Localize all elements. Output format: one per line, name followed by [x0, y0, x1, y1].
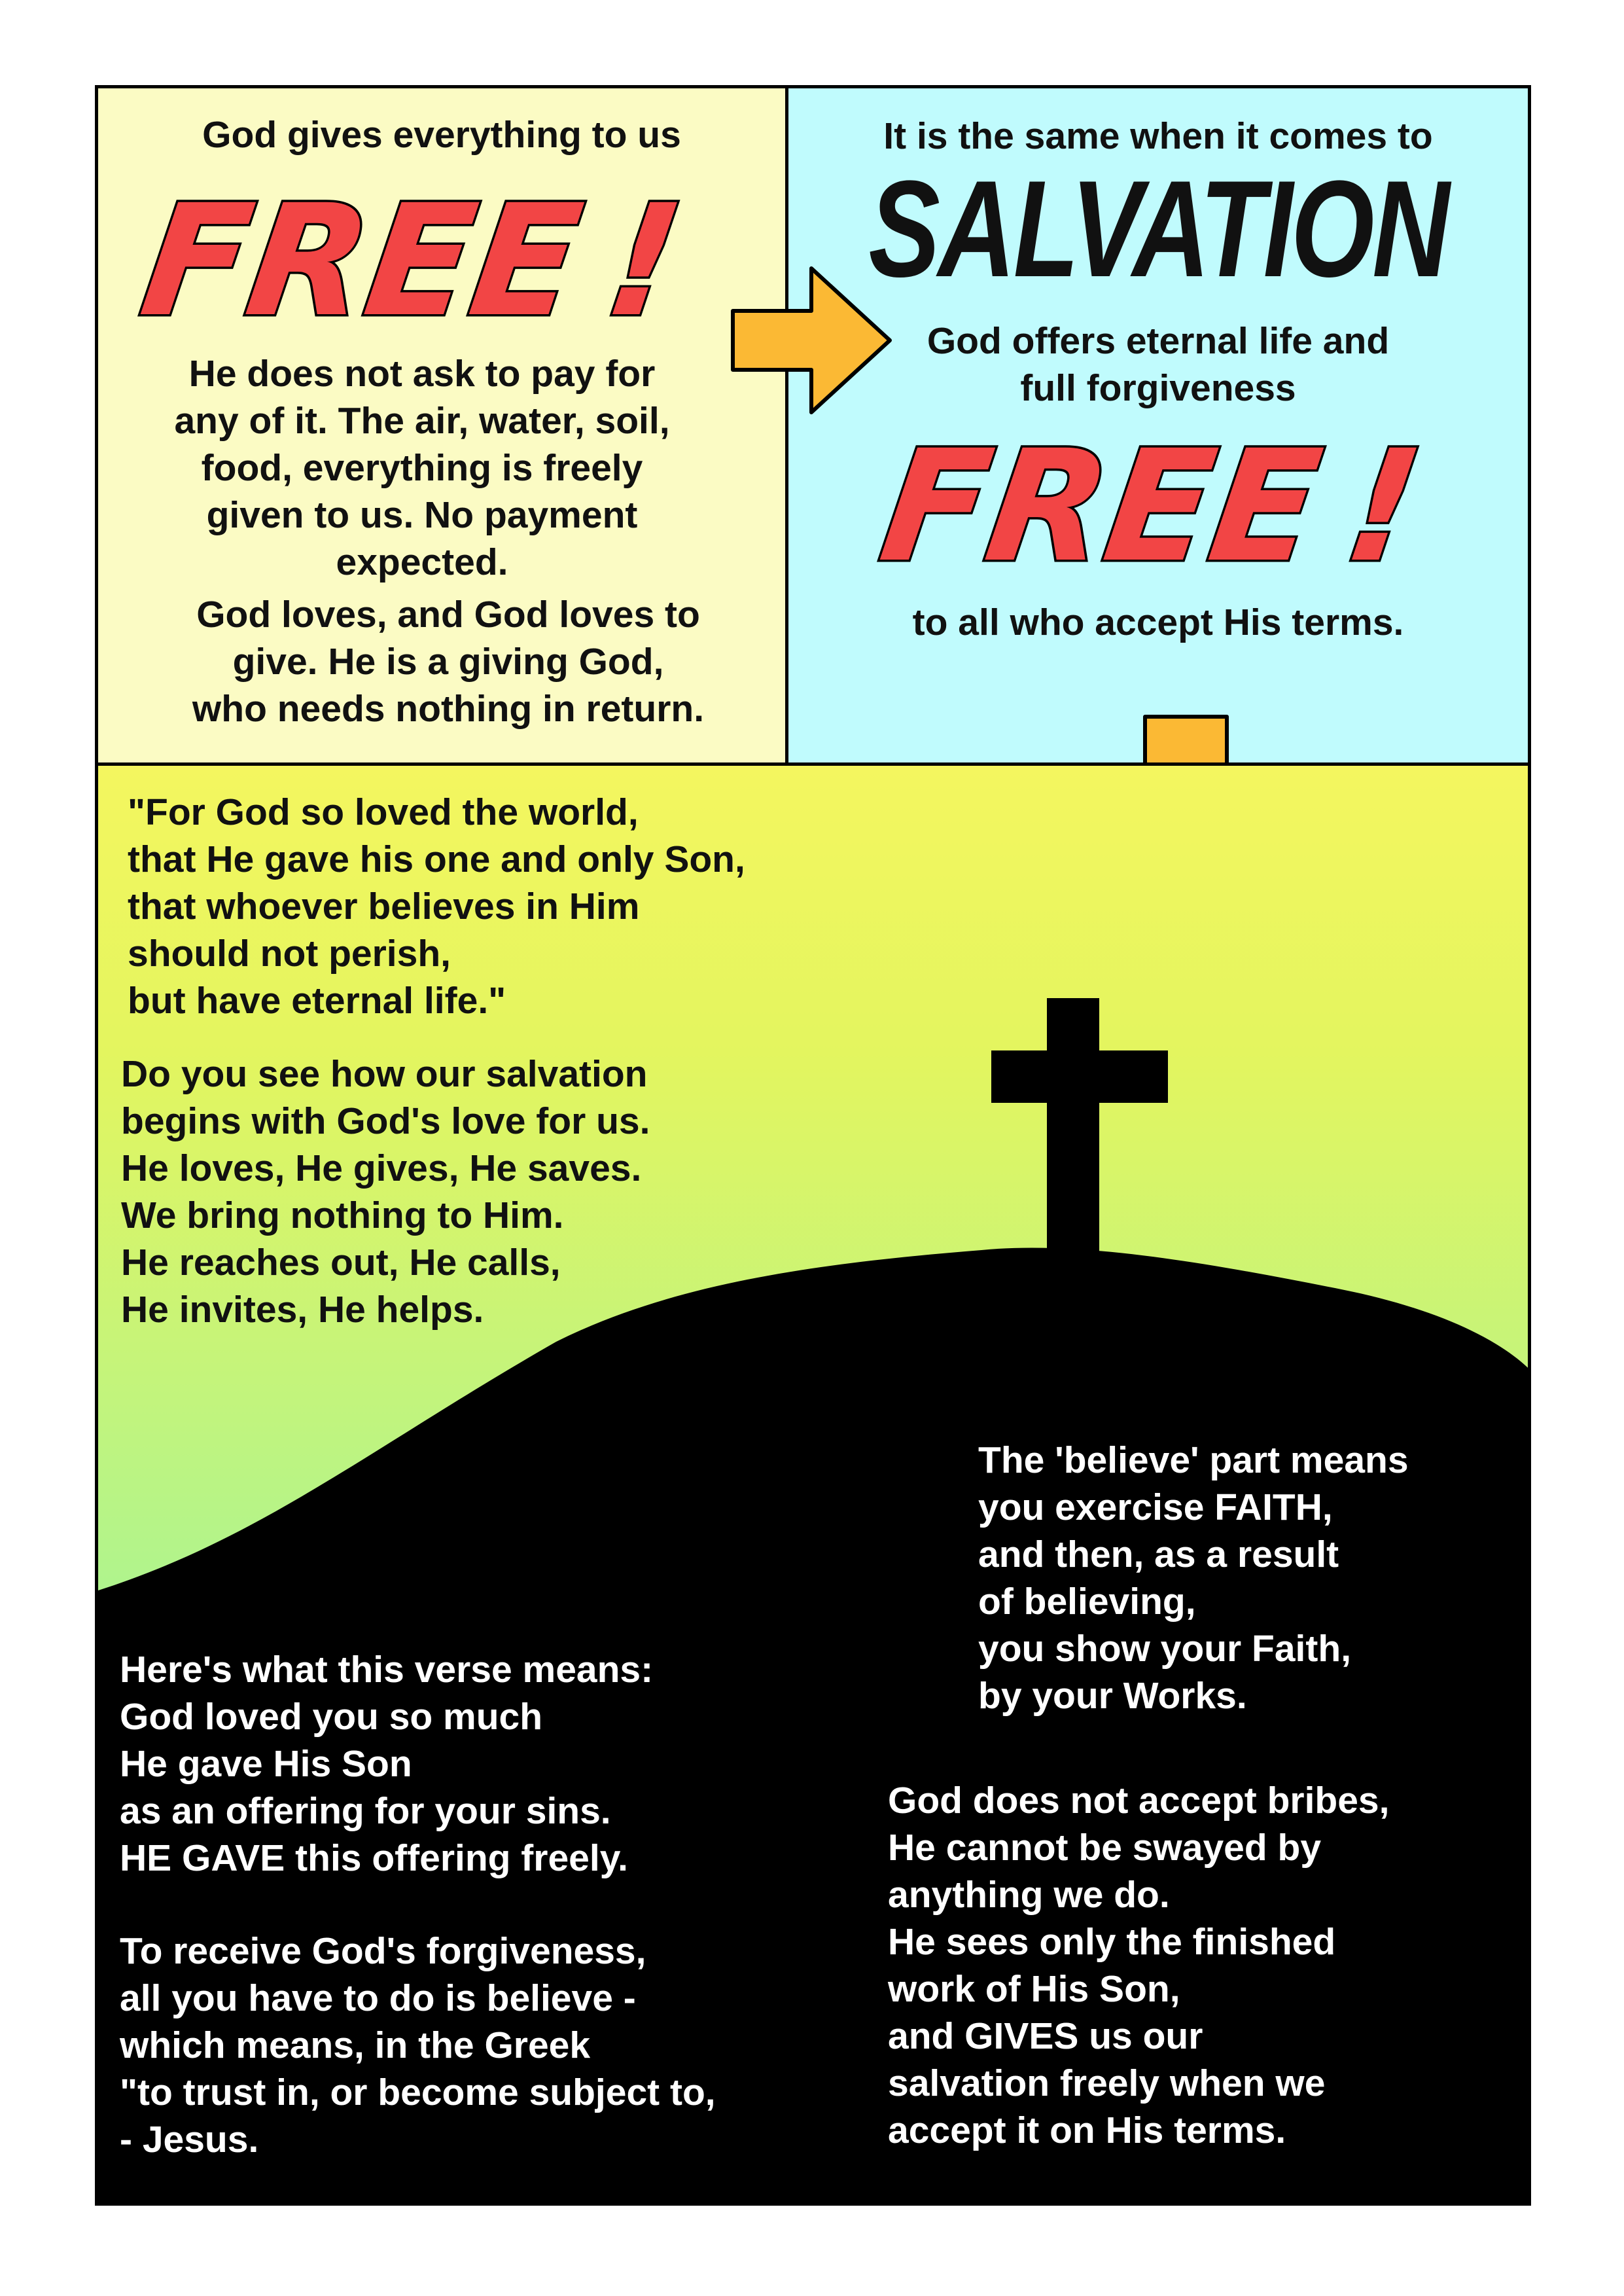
line: - Jesus.	[120, 2119, 259, 2161]
free-lettering-right	[871, 417, 1453, 596]
line: He invites, He helps.	[121, 1289, 484, 1331]
free-word-right: FREE	[871, 417, 1330, 596]
heading-gives-everything: God gives everything to us	[202, 114, 681, 156]
line: HE GAVE this offering freely.	[120, 1837, 629, 1879]
line: work of His Son,	[888, 1968, 1180, 2010]
line: God loves, and God loves to	[196, 594, 700, 636]
line: as an offering for your sins.	[120, 1790, 611, 1832]
line: but have eternal life."	[128, 980, 506, 1022]
line: and GIVES us our	[888, 2015, 1203, 2057]
line: expected.	[336, 541, 508, 583]
line: He cannot be swayed by	[888, 1827, 1322, 1869]
line: God does not accept bribes,	[888, 1780, 1390, 1821]
line: begins with God's love for us.	[121, 1100, 650, 1142]
free-lettering-left	[132, 171, 713, 351]
offer-line-2: full forgiveness	[1020, 367, 1296, 409]
line: that whoever believes in Him	[128, 886, 640, 927]
line: Do you see how our salvation	[121, 1053, 648, 1095]
line: food, everything is freely	[201, 447, 643, 489]
line: all you have to do is believe -	[120, 1977, 636, 2019]
line: by your Works.	[978, 1675, 1247, 1717]
arrow-right-icon	[726, 262, 896, 419]
heading-same-salvation: It is the same when it comes to	[883, 115, 1433, 157]
line: "to trust in, or become subject to,	[120, 2072, 716, 2113]
line: anything we do.	[888, 1874, 1170, 1916]
line: He loves, He gives, He saves.	[121, 1147, 642, 1189]
line: give. He is a giving God,	[232, 641, 664, 683]
line: We bring nothing to Him.	[121, 1194, 564, 1236]
line: He does not ask to pay for	[188, 353, 656, 395]
line: accept it on His terms.	[888, 2109, 1286, 2151]
line: Here's what this verse means:	[120, 1649, 654, 1691]
line: "For God so loved the world,	[128, 791, 639, 833]
line: To receive God's forgiveness,	[120, 1930, 646, 1972]
line: He gave His Son	[120, 1743, 412, 1785]
line: you show your Faith,	[978, 1628, 1352, 1670]
line: that He gave his one and only Son,	[128, 838, 745, 880]
line: given to us. No payment	[206, 494, 638, 536]
terms-line: to all who accept His terms.	[912, 601, 1404, 643]
free-exclaim-right: !	[1335, 417, 1432, 596]
line: He reaches out, He calls,	[121, 1242, 561, 1283]
line: which means, in the Greek	[120, 2024, 591, 2066]
free-word-left: FREE	[132, 171, 591, 351]
line: salvation freely when we	[888, 2062, 1326, 2104]
line: you exercise FAITH,	[978, 1486, 1333, 1528]
line: any of it. The air, water, soil,	[174, 400, 670, 442]
line: and then, as a result	[978, 1534, 1339, 1575]
cross-icon	[985, 992, 1174, 1286]
line: He sees only the finished	[888, 1921, 1336, 1963]
line: of believing,	[978, 1581, 1196, 1623]
free-exclaim-left: !	[596, 171, 692, 351]
salvation-title: SALVATION	[868, 152, 1448, 306]
line: who needs nothing in return.	[192, 688, 705, 730]
line: God loved you so much	[120, 1696, 543, 1738]
line: should not perish,	[128, 933, 451, 975]
line: The 'believe' part means	[978, 1439, 1409, 1481]
offer-line-1: God offers eternal life and	[927, 320, 1390, 362]
